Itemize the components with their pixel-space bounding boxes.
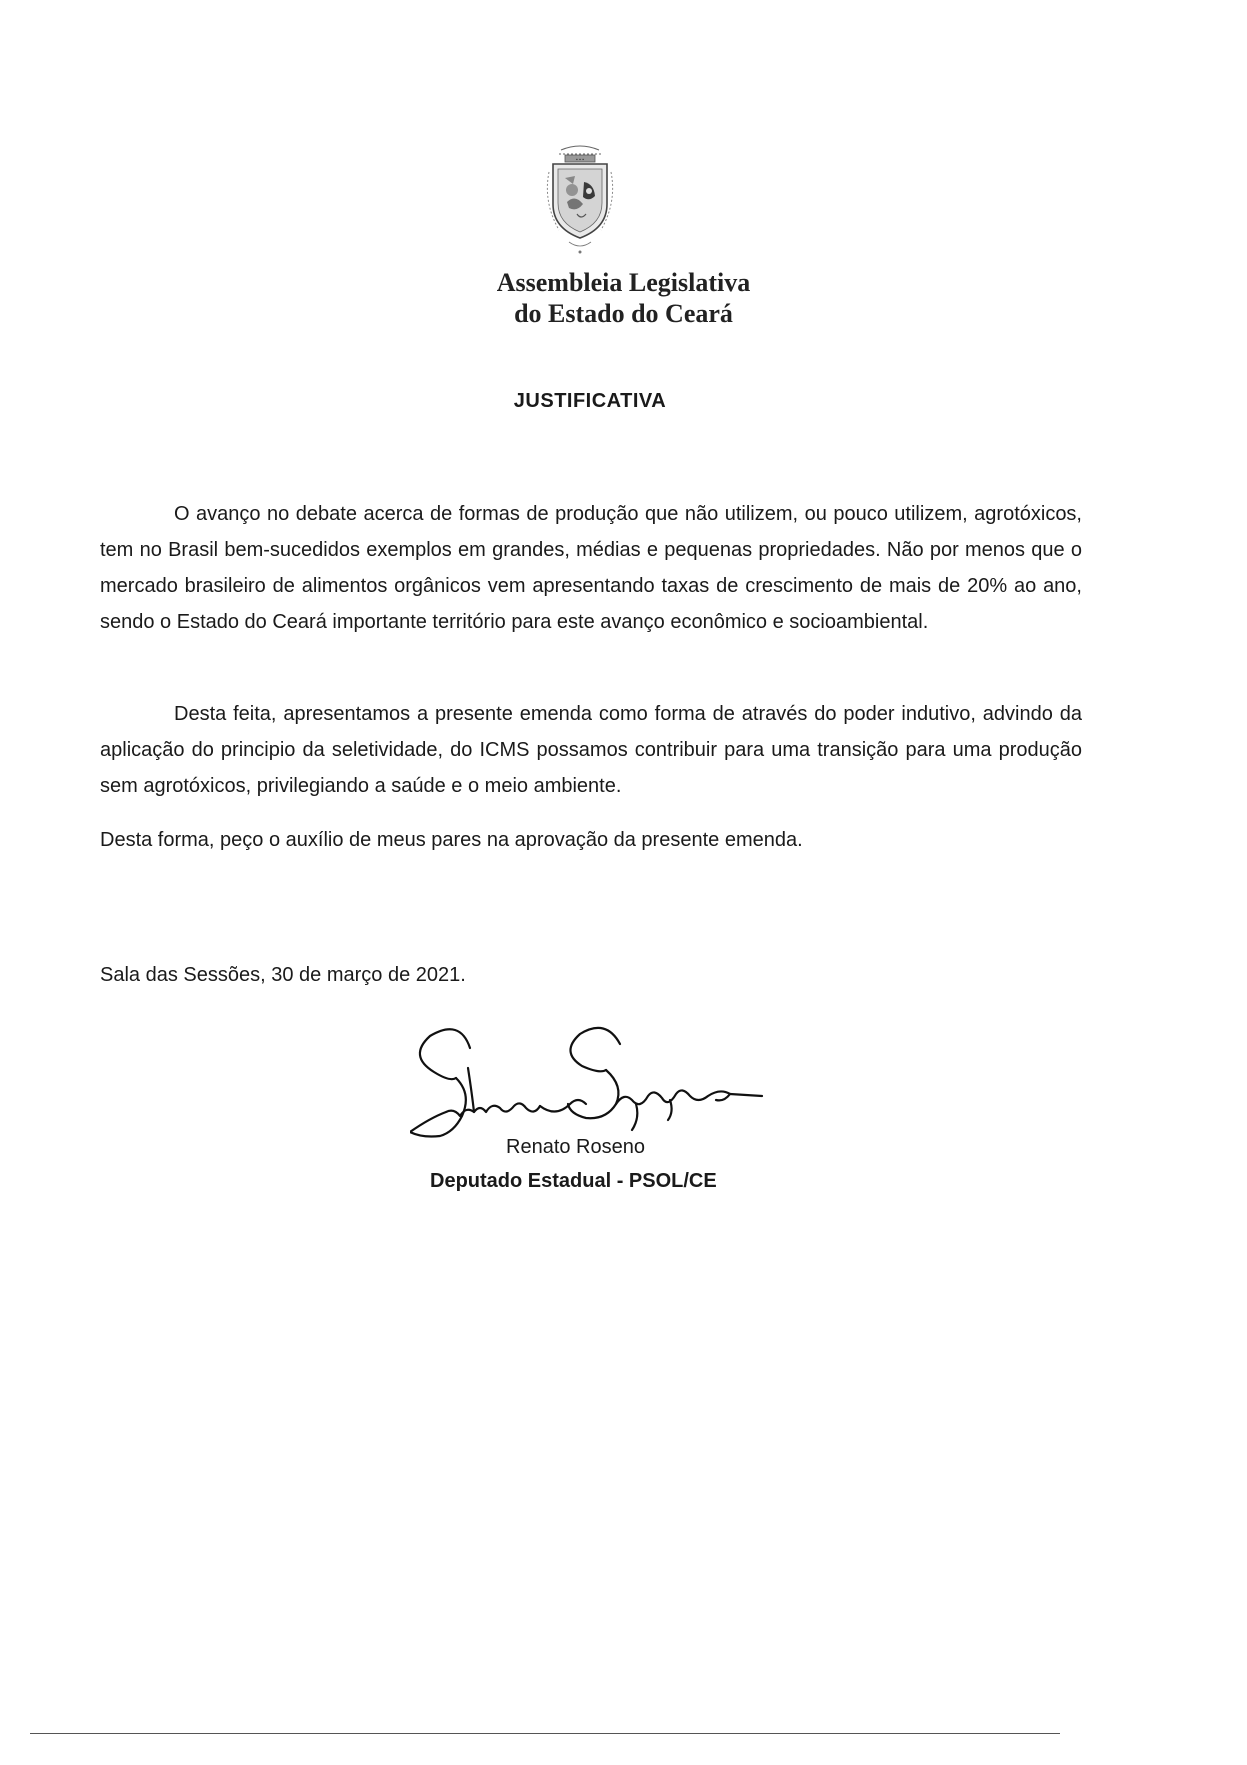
coat-of-arms-icon [539, 142, 621, 260]
body-paragraph: Desta feita, apresentamos a presente emenda como forma de através do poder indutivo, advindo da aplicação do principio da seletividade, do ICMS possamos contribuir para uma transição para uma produção sem agrotóxicos, privilegiando a saúde e o meio ambiente. [100, 703, 1082, 797]
organization-name-line1: Assembleia Legislativa [496, 268, 751, 297]
body-paragraph: O avanço no debate acerca de formas de produção que não utilizem, ou pouco utilizem, agrotóxicos, tem no Brasil bem-sucedidos exemplos em grandes, médias e pequenas propriedades. Não por menos que o mercado brasileiro de alimentos orgânicos vem apresentando taxas de crescimento de mais de 20% ao ano, sendo o Estado do Ceará importante território para este avanço econômico e socioambiental. [100, 503, 1082, 633]
closing-date-line: Sala das Sessões, 30 de março de 2021. [100, 964, 466, 986]
footer-divider [30, 1733, 1060, 1734]
signer-role: Deputado Estadual - PSOL/CE [430, 1170, 717, 1192]
organization-name-line2: do Estado do Ceará [514, 299, 733, 328]
body-paragraph: Desta forma, peço o auxílio de meus pares na aprovação da presente emenda. [100, 829, 803, 851]
document-title: JUSTIFICATIVA [513, 390, 667, 412]
organization-header [0, 267, 1247, 329]
svg-text:▪ ▪ ▪: ▪ ▪ ▪ [575, 157, 585, 163]
signer-name: Renato Roseno [506, 1136, 645, 1158]
